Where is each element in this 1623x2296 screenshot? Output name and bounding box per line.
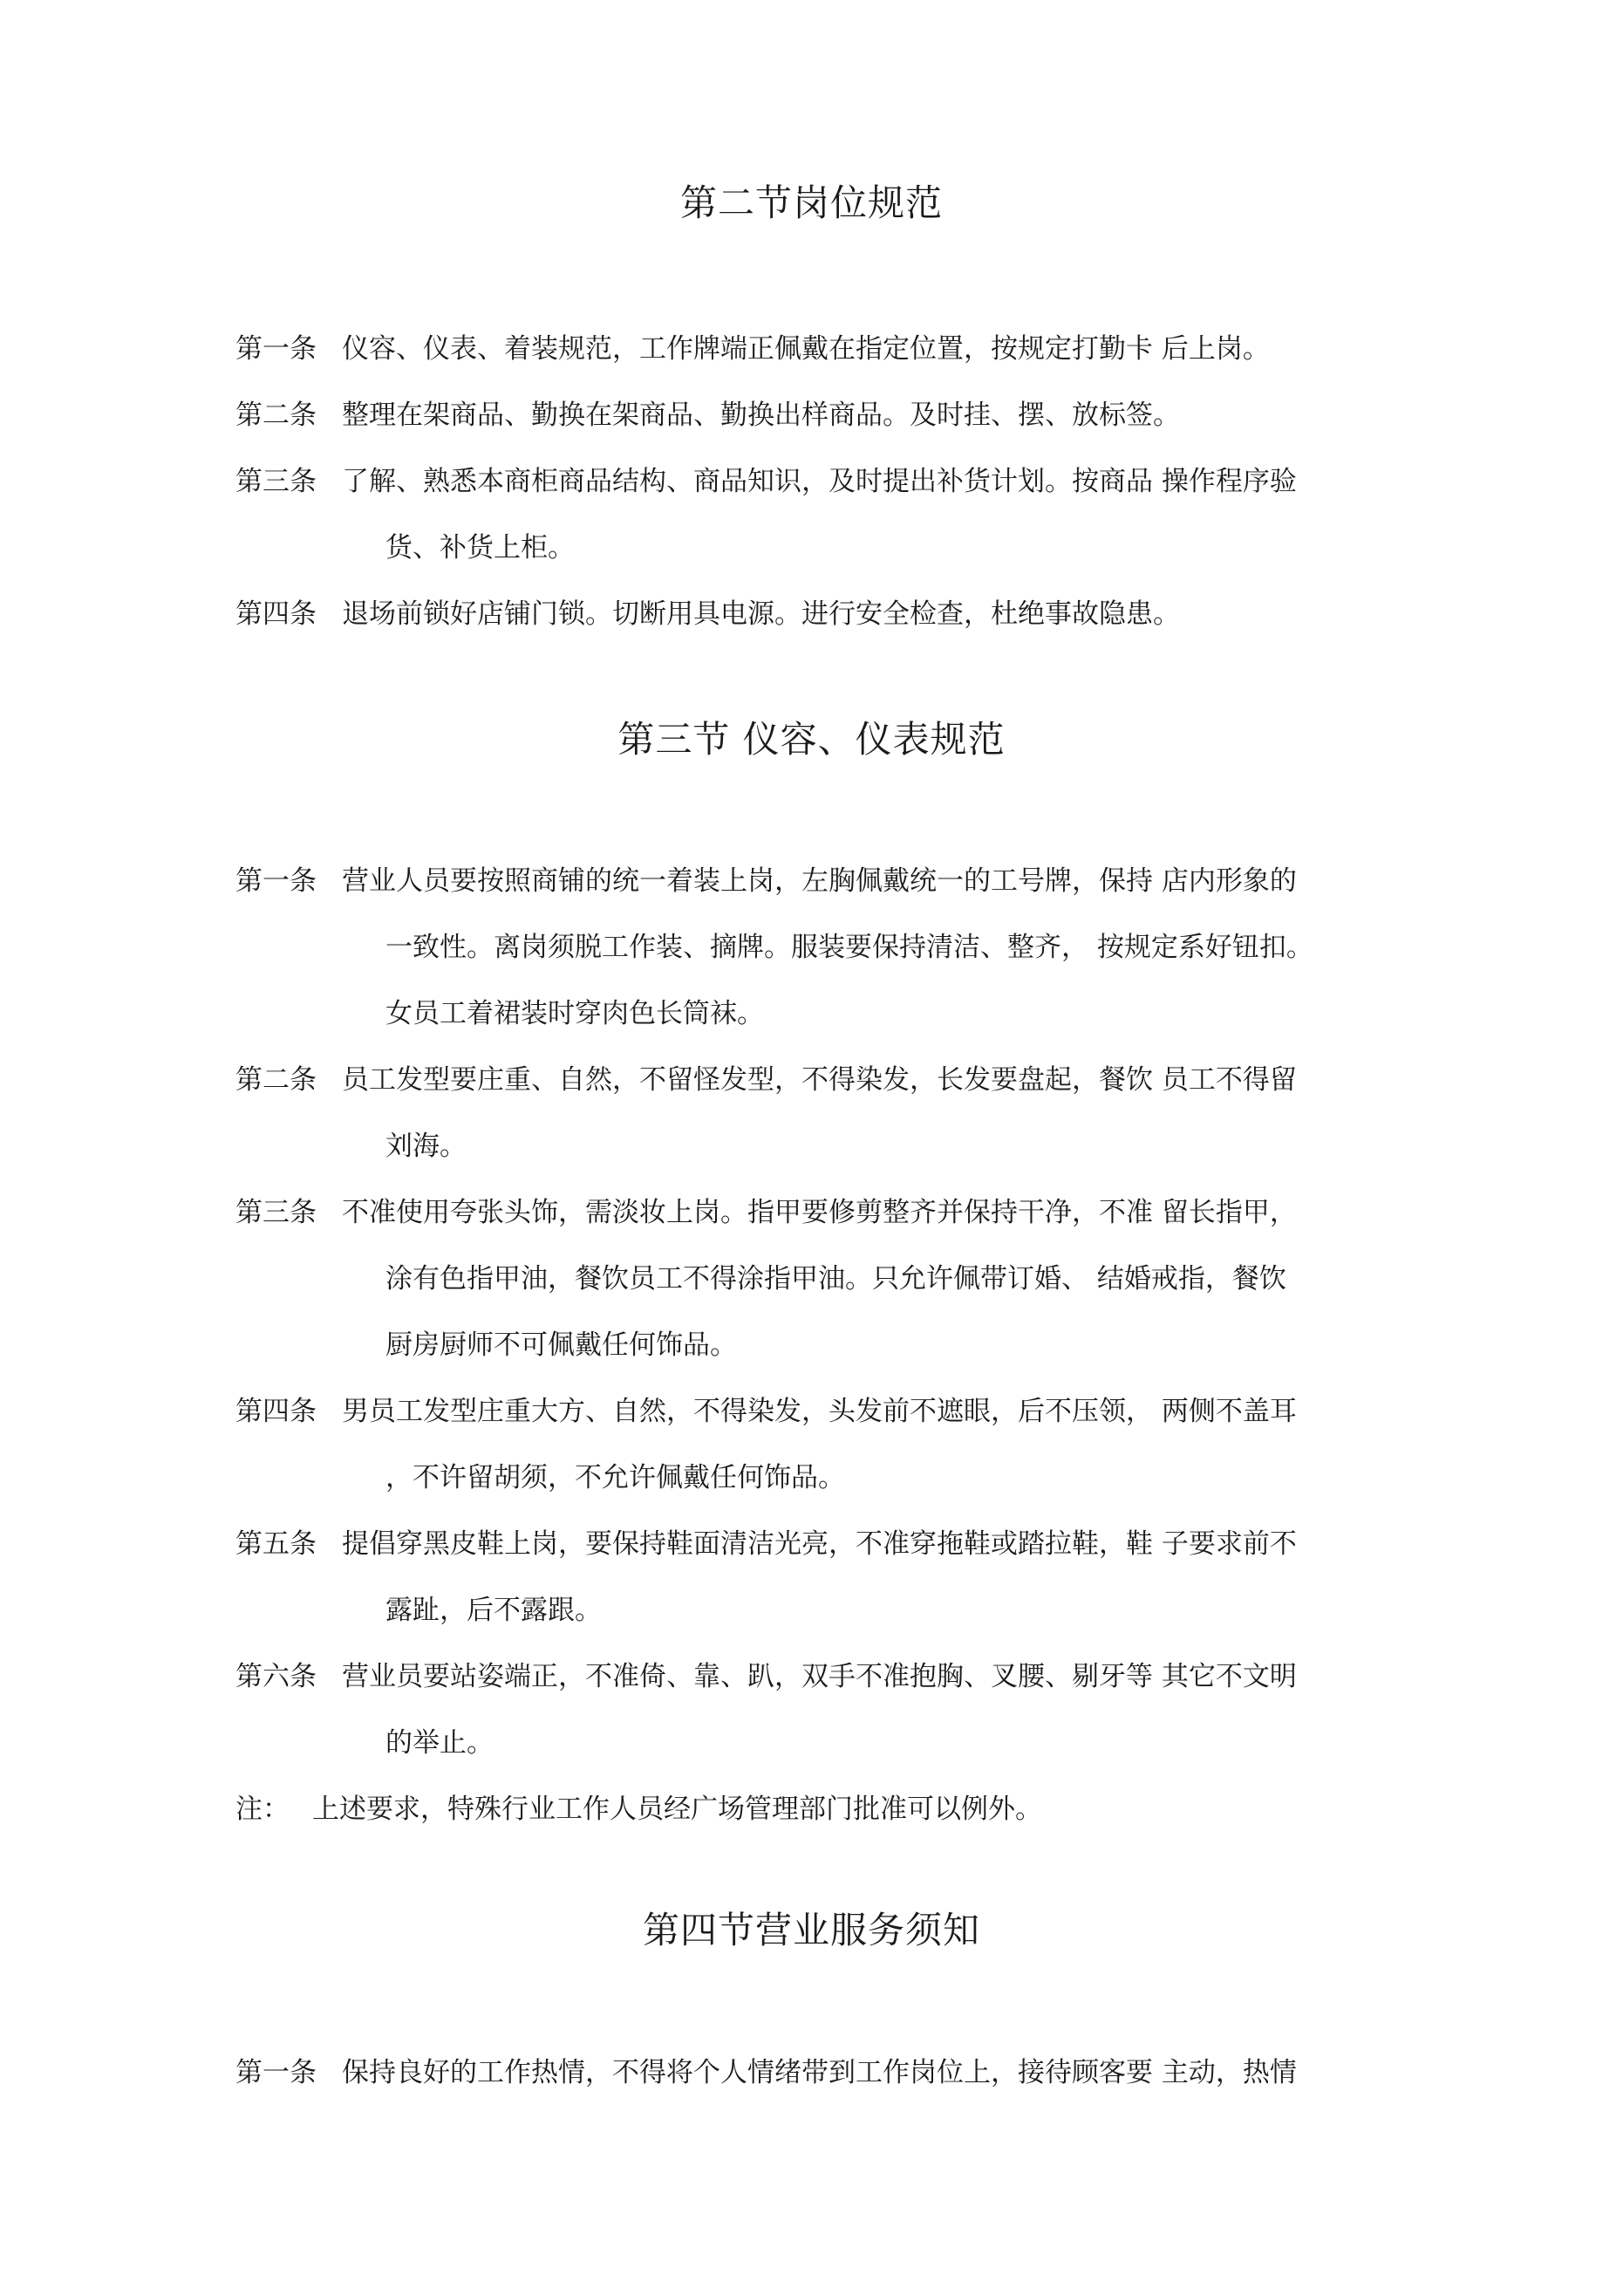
article-label: 第一条 [235, 865, 317, 897]
article-line: 营业员要站姿端正，不准倚、靠、趴，双手不准抱胸、叉腰、剔牙等 其它不文明 [342, 1661, 1297, 1692]
article-label: 第四条 [235, 1396, 317, 1427]
article-line: 厨房厨师不可佩戴任何饰品。 [385, 1329, 737, 1361]
article-label: 第二条 [235, 400, 317, 431]
section-2-article-1 [235, 316, 1422, 382]
article-line: 一致性。离岗须脱工作装、摘牌。服装要保持清洁、整齐， 按规定系好钮扣。 [385, 932, 1313, 963]
article-line: 仪容、仪表、着装规范，工作牌端正佩戴在指定位置，按规定打勤卡 后上岗。 [342, 333, 1270, 365]
article-line: 营业人员要按照商铺的统一着装上岗，左胸佩戴统一的工号牌，保持 店内形象的 [342, 865, 1297, 897]
section-2-article-4 [235, 581, 1422, 647]
article-label: 第三条 [235, 1197, 317, 1228]
section-2-title: 第二节岗位规范 [679, 181, 943, 224]
section-2-article-3 [235, 448, 1422, 581]
section-4-article-1 [235, 2040, 1422, 2106]
article-label: 第二条 [235, 1064, 317, 1096]
section-3-note [235, 1776, 1422, 1842]
article-line: ，不许留胡须，不允许佩戴任何饰品。 [385, 1462, 845, 1493]
article-line: 女员工着裙装时穿肉色长筒袜。 [385, 998, 764, 1029]
article-line: 不准使用夸张头饰，需淡妆上岗。指甲要修剪整齐并保持干净，不准 留长指甲， [342, 1197, 1297, 1228]
section-3-article-6 [235, 1643, 1422, 1776]
article-line: 退场前锁好店铺门锁。切断用具电源。进行安全检查，杜绝事故隐患。 [342, 598, 1180, 630]
article-line: 整理在架商品、勤换在架商品、勤换出样商品。及时挂、摆、放标签。 [342, 400, 1180, 431]
article-label: 第四条 [235, 598, 317, 630]
section-3-article-4 [235, 1378, 1422, 1511]
section-3-article-2 [235, 1047, 1422, 1179]
section-3-article-1 [235, 848, 1422, 1047]
article-line: 了解、熟悉本商柜商品结构、商品知识，及时提出补货计划。按商品 操作程序验 [342, 466, 1297, 497]
section-2-article-2 [235, 382, 1422, 448]
article-line: 刘海。 [385, 1131, 467, 1162]
section-3-article-5 [235, 1511, 1422, 1643]
section-4-title: 第四节营业服务须知 [642, 1909, 980, 1951]
article-line: 员工发型要庄重、自然，不留怪发型，不得染发，长发要盘起，餐饮 员工不得留 [342, 1064, 1297, 1096]
article-label: 第一条 [235, 2057, 317, 2088]
article-label: 第五条 [235, 1528, 317, 1560]
article-label: 第三条 [235, 466, 317, 497]
article-line: 货、补货上柜。 [385, 532, 575, 564]
article-line: 的举止。 [385, 1727, 494, 1759]
article-line: 露趾，后不露跟。 [385, 1595, 602, 1626]
section-3-title: 第三节 仪容、仪表规范 [617, 718, 1006, 761]
article-label: 第一条 [235, 333, 317, 365]
article-line: 男员工发型庄重大方、自然，不得染发，头发前不遮眼，后不压领， 两侧不盖耳 [342, 1396, 1297, 1427]
article-label: 第六条 [235, 1661, 317, 1692]
article-line: 保持良好的工作热情，不得将个人情绪带到工作岗位上，接待顾客要 主动，热情 [342, 2057, 1297, 2088]
article-line: 涂有色指甲油，餐饮员工不得涂指甲油。只允许佩带订婚、 结婚戒指，餐饮 [385, 1263, 1286, 1295]
section-3-article-3 [235, 1179, 1422, 1378]
article-line: 提倡穿黑皮鞋上岗，要保持鞋面清洁光亮，不准穿拖鞋或踏拉鞋，鞋 子要求前不 [342, 1528, 1297, 1560]
note-text: 上述要求，特殊行业工作人员经广场管理部门批准可以例外。 [312, 1794, 1042, 1825]
note-label: 注： [235, 1794, 290, 1825]
